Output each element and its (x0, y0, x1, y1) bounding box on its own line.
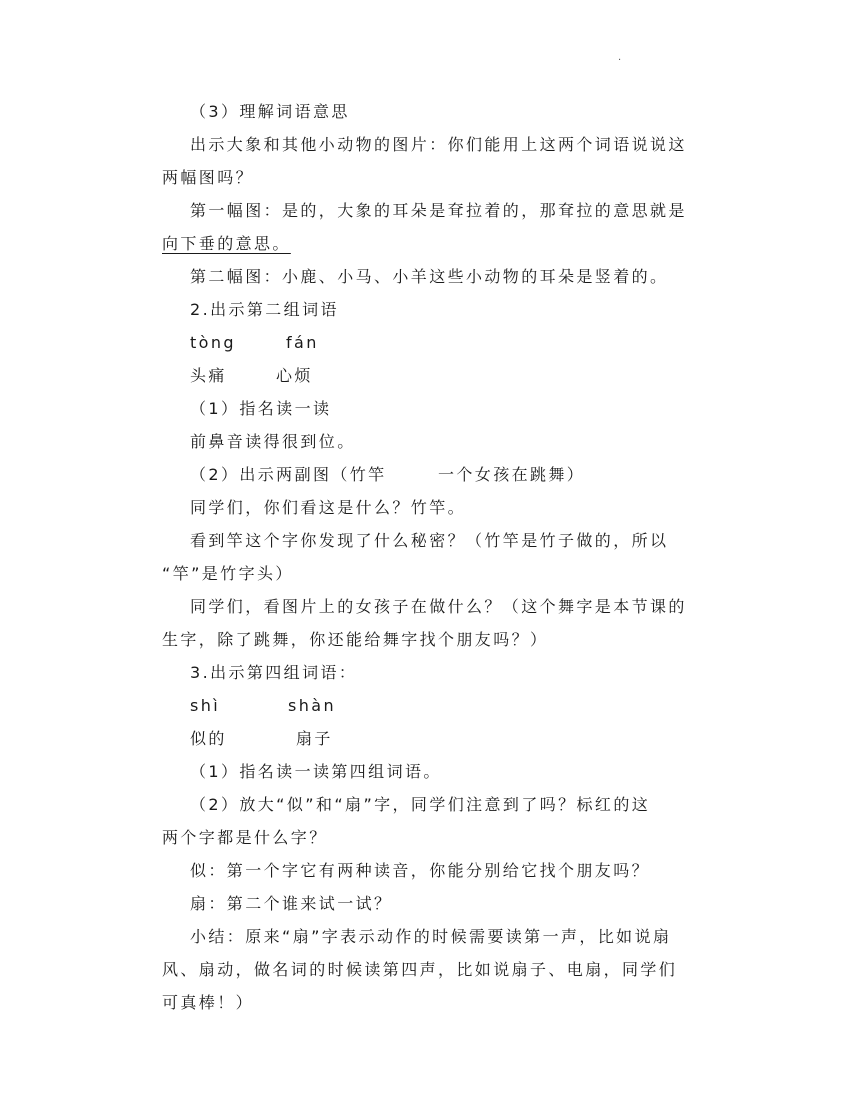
subheading-understand: （3）理解词语意思 (190, 102, 350, 121)
paragraph-line: 同学们，看图片上的女孩子在做什么？（这个舞字是本节课的 (190, 597, 687, 616)
paragraph-line: 两幅图吗？ (162, 168, 255, 187)
paragraph-line: 两个字都是什么字？ (162, 828, 328, 847)
paragraph-line: 可真棒！） (162, 993, 255, 1012)
paragraph-line: 出示大象和其他小动物的图片：你们能用上这两个词语说说这 (190, 135, 687, 154)
page-mark: . (618, 52, 622, 63)
pinyin-shi: shì (190, 696, 221, 715)
paragraph-line: 似：第一个字它有两种读音，你能分别给它找个朋友吗？ (190, 861, 651, 880)
paragraph-line: 第一幅图：是的，大象的耳朵是耷拉着的，那耷拉的意思就是 (190, 201, 687, 220)
word-shanzi: 扇子 (296, 729, 333, 748)
underlined-line: 向下垂的意思。 (162, 234, 291, 253)
word-toutong: 头痛 (190, 366, 227, 385)
paragraph-line: 看到竿这个字你发现了什么秘密？（竹竿是竹子做的，所以 (190, 531, 669, 550)
word-xinfan: 心烦 (276, 366, 313, 385)
paragraph-line: 一个女孩在跳舞） (438, 465, 586, 484)
pinyin-fan: fán (286, 333, 319, 352)
paragraph-line: 风、扇动，做名词的时候读第四声，比如说扇子、电扇，同学们 (162, 960, 678, 979)
section-heading: 3.出示第四组词语： (190, 663, 358, 682)
paragraph-line: 小结：原来“扇”字表示动作的时候需要读第一声，比如说扇 (190, 927, 672, 946)
paragraph-line: （1）指名读一读第四组词语。 (190, 762, 442, 781)
paragraph-line: （1）指名读一读 (190, 399, 332, 418)
paragraph-line: （2）放大“似”和“扇”字，同学们注意到了吗？标红的这 (190, 795, 651, 814)
pinyin-tong: tòng (190, 333, 236, 352)
word-side: 似的 (190, 729, 227, 748)
paragraph-line: 同学们，你们看这是什么？竹竿。 (190, 498, 467, 517)
section-heading: 2.出示第二组词语 (190, 300, 339, 319)
paragraph-line: 扇：第二个谁来试一试？ (190, 894, 393, 913)
paragraph-line: （2）出示两副图（竹竿 (190, 465, 387, 484)
paragraph-line: 前鼻音读得很到位。 (190, 432, 356, 451)
paragraph-line: 生字，除了跳舞，你还能给舞字找个朋友吗？） (162, 630, 549, 649)
paragraph-line: 第二幅图：小鹿、小马、小羊这些小动物的耳朵是竖着的。 (190, 267, 669, 286)
pinyin-shan: shàn (288, 696, 337, 715)
paragraph-line: “竿”是竹字头） (162, 564, 294, 583)
